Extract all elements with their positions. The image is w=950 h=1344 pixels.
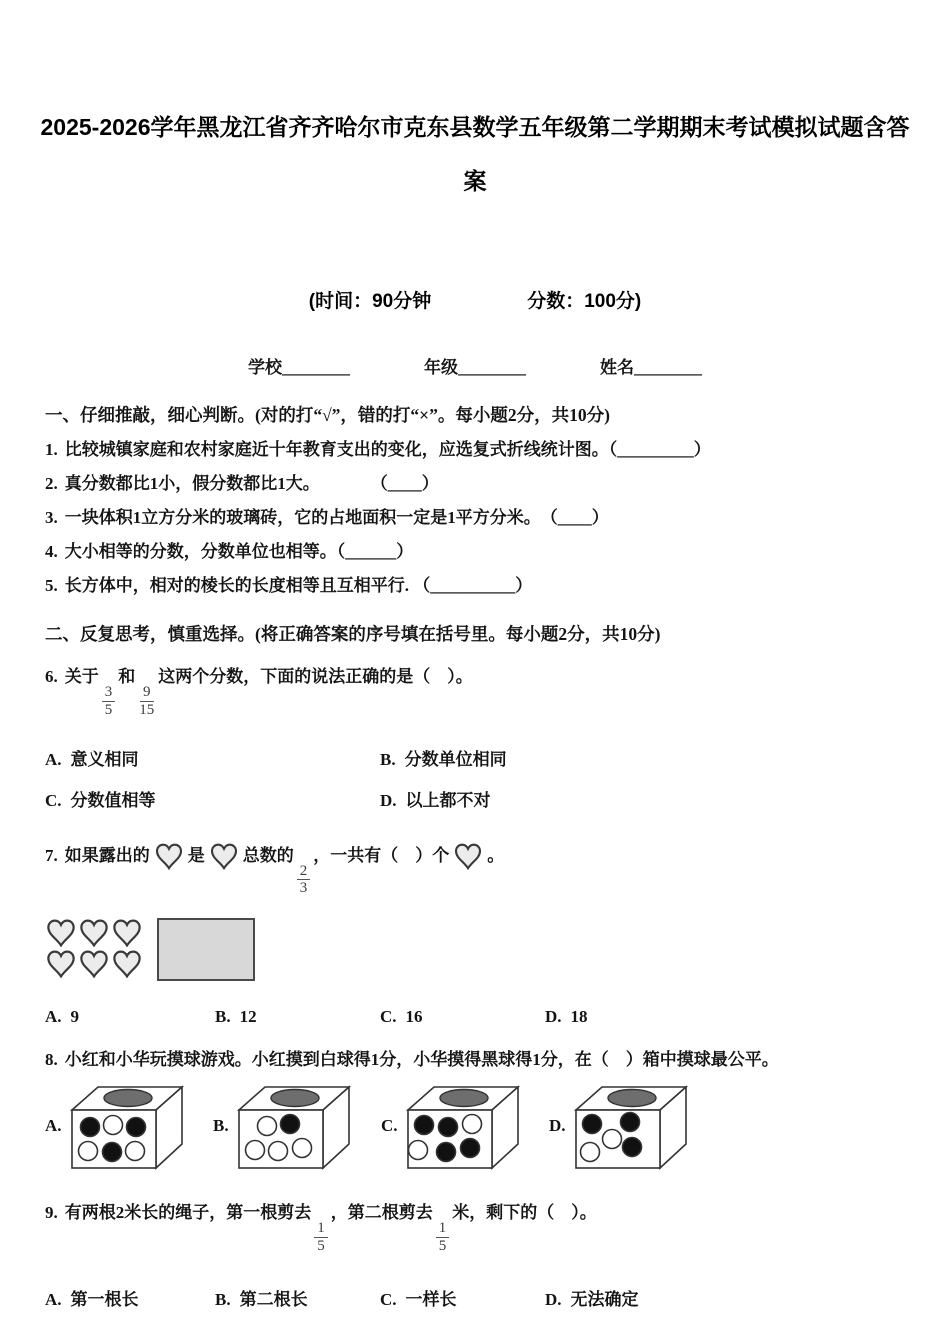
option-text: 一样长 [405, 1289, 457, 1309]
question-text: 如果露出的 [64, 845, 150, 865]
question-6 [45, 662, 912, 719]
question-text: 和 [118, 667, 136, 687]
section2-heading: 二、反复思考，慎重选择。(将正确答案的序号填在括号里。每小题2分，共10分) [45, 624, 661, 645]
box-option-b [213, 1080, 381, 1172]
option-text: 12 [239, 1007, 257, 1027]
question-6-options [45, 745, 912, 811]
box-option-d [549, 1080, 717, 1172]
fraction-3-5 [102, 684, 116, 719]
question-9-options [45, 1285, 912, 1310]
question-number: 9. [45, 1203, 58, 1223]
heart-icon [453, 841, 483, 875]
option-a [45, 1007, 215, 1027]
option-d [545, 1285, 912, 1310]
option-a [45, 1285, 215, 1310]
question-number: 5. [45, 576, 58, 596]
question-text: ，第二根剪去 [330, 1203, 433, 1223]
option-label: A. [45, 749, 62, 769]
box-option-c [381, 1080, 549, 1172]
fraction-denominator: 5 [104, 701, 113, 718]
fraction-1-5 [314, 1220, 328, 1255]
option-label: D. [380, 790, 397, 810]
question-7-figure [45, 917, 912, 981]
covered-hearts-rectangle [157, 918, 255, 981]
box-label: B. [213, 1116, 229, 1136]
question-number: 6. [45, 667, 58, 687]
box-option-a [45, 1080, 213, 1172]
fraction-numerator: 3 [102, 684, 116, 702]
ball-box-illustration [402, 1080, 524, 1172]
box-label: C. [381, 1116, 398, 1136]
fraction-denominator: 3 [299, 880, 308, 897]
name-field: 姓名________ [600, 358, 702, 378]
ball-box-illustration [233, 1080, 355, 1172]
option-text: 以上都不对 [405, 790, 491, 810]
option-d [545, 1007, 912, 1027]
option-label: A. [45, 1007, 62, 1027]
fraction-denominator: 5 [438, 1238, 447, 1255]
question-text: 长方体中，相对的棱长的长度相等且互相平行. （__________） [64, 576, 533, 596]
box-label: A. [45, 1116, 62, 1136]
question-text: 总数的 [242, 845, 294, 865]
question-text: 小红和小华玩摸球游戏。小红摸到白球得1分，小华摸得黑球得1分，在（ ）箱中摸球最公平。 [64, 1050, 779, 1070]
heart-icon [45, 917, 78, 948]
question-text: 比较城镇家庭和农村家庭近十年教育支出的变化，应选复式折线统计图。（_________） [64, 439, 711, 459]
exam-content [45, 404, 912, 1310]
heart-icon [111, 948, 144, 979]
question-text: 米，剩下的（ ）。 [452, 1203, 597, 1223]
score-label: 分数：100分) [527, 291, 642, 313]
option-label: C. [45, 790, 62, 810]
option-c [45, 786, 380, 811]
option-c [380, 1285, 545, 1310]
heart-icon [78, 917, 111, 948]
option-text: 分数单位相同 [404, 749, 507, 769]
fraction-numerator: 1 [436, 1220, 450, 1238]
question-5 [45, 575, 912, 597]
option-text: 意义相同 [70, 749, 139, 769]
heart-icon [111, 917, 144, 948]
option-label: B. [380, 749, 396, 769]
option-a [45, 745, 380, 770]
grade-field: 年级________ [424, 358, 526, 378]
option-text: 18 [570, 1007, 588, 1027]
question-7 [45, 841, 912, 898]
question-number: 3. [45, 508, 58, 528]
question-8-figure [45, 1080, 912, 1172]
option-text: 分数值相等 [70, 790, 156, 810]
option-label: A. [45, 1289, 62, 1309]
section1-heading: 一、仔细推敲，细心判断。(对的打“√”，错的打“×”。每小题2分，共10分) [45, 405, 610, 426]
option-text: 第一根长 [70, 1289, 139, 1309]
heart-icon [45, 948, 78, 979]
question-2 [45, 473, 912, 495]
student-info-fields [0, 353, 950, 378]
fraction-2-3 [297, 863, 311, 898]
question-number: 7. [45, 845, 58, 865]
question-text: 有两根2米长的绳子，第一根剪去 [64, 1203, 312, 1223]
question-number: 8. [45, 1050, 58, 1070]
option-text: 第二根长 [239, 1289, 308, 1309]
option-text: 无法确定 [570, 1289, 639, 1309]
time-label: (时间：90分钟 [308, 291, 432, 313]
option-c [380, 1007, 545, 1027]
option-label: C. [380, 1289, 397, 1309]
question-3 [45, 507, 912, 529]
box-label: D. [549, 1116, 566, 1136]
question-7-options [45, 1007, 912, 1027]
ball-box-illustration [66, 1080, 188, 1172]
fraction-numerator: 1 [314, 1220, 328, 1238]
option-b [215, 1285, 380, 1310]
question-text: ，一共有（ ）个 [313, 845, 450, 865]
question-1 [45, 439, 912, 461]
option-label: B. [215, 1007, 231, 1027]
question-text: 这两个分数，下面的说法正确的是（ ）。 [158, 667, 473, 687]
fraction-denominator: 5 [317, 1238, 325, 1255]
page-title: 2025-2026学年黑龙江省齐齐哈尔市克东县数学五年级第二学期期末考试模拟试题含答案 [40, 114, 910, 195]
question-text: 真分数都比1小，假分数都比1大。 （____） [64, 473, 439, 493]
option-label: C. [380, 1007, 397, 1027]
fraction-numerator: 2 [297, 863, 311, 881]
ball-box-illustration [570, 1080, 692, 1172]
option-label: B. [215, 1289, 231, 1309]
time-score-line [0, 286, 950, 313]
question-8 [45, 1045, 912, 1070]
fraction-denominator: 15 [139, 701, 155, 718]
question-text: 。 [487, 845, 505, 865]
heart-icon [154, 841, 184, 875]
fraction-9-15 [138, 684, 155, 719]
school-field: 学校________ [248, 358, 350, 378]
fraction-numerator: 9 [140, 684, 154, 702]
question-number: 2. [45, 473, 58, 493]
option-b [215, 1007, 380, 1027]
question-text: 关于 [64, 667, 99, 687]
option-b [380, 745, 912, 770]
option-d [380, 786, 912, 811]
heart-icon [78, 948, 111, 979]
option-text: 9 [70, 1007, 80, 1027]
question-number: 1. [45, 439, 58, 459]
question-text: 大小相等的分数，分数单位也相等。（______） [64, 542, 414, 562]
question-text: 一块体积1立方分米的玻璃砖，它的占地面积一定是1平方分米。 （____） [64, 508, 609, 528]
question-9 [45, 1198, 912, 1255]
option-label: D. [545, 1007, 562, 1027]
visible-hearts-grid [45, 917, 144, 979]
option-label: D. [545, 1289, 562, 1309]
option-text: 16 [405, 1007, 423, 1027]
fraction-1-5-meters [436, 1220, 450, 1255]
question-4 [45, 541, 912, 563]
question-text: 是 [187, 845, 205, 865]
question-number: 4. [45, 542, 58, 562]
heart-icon [209, 841, 239, 875]
